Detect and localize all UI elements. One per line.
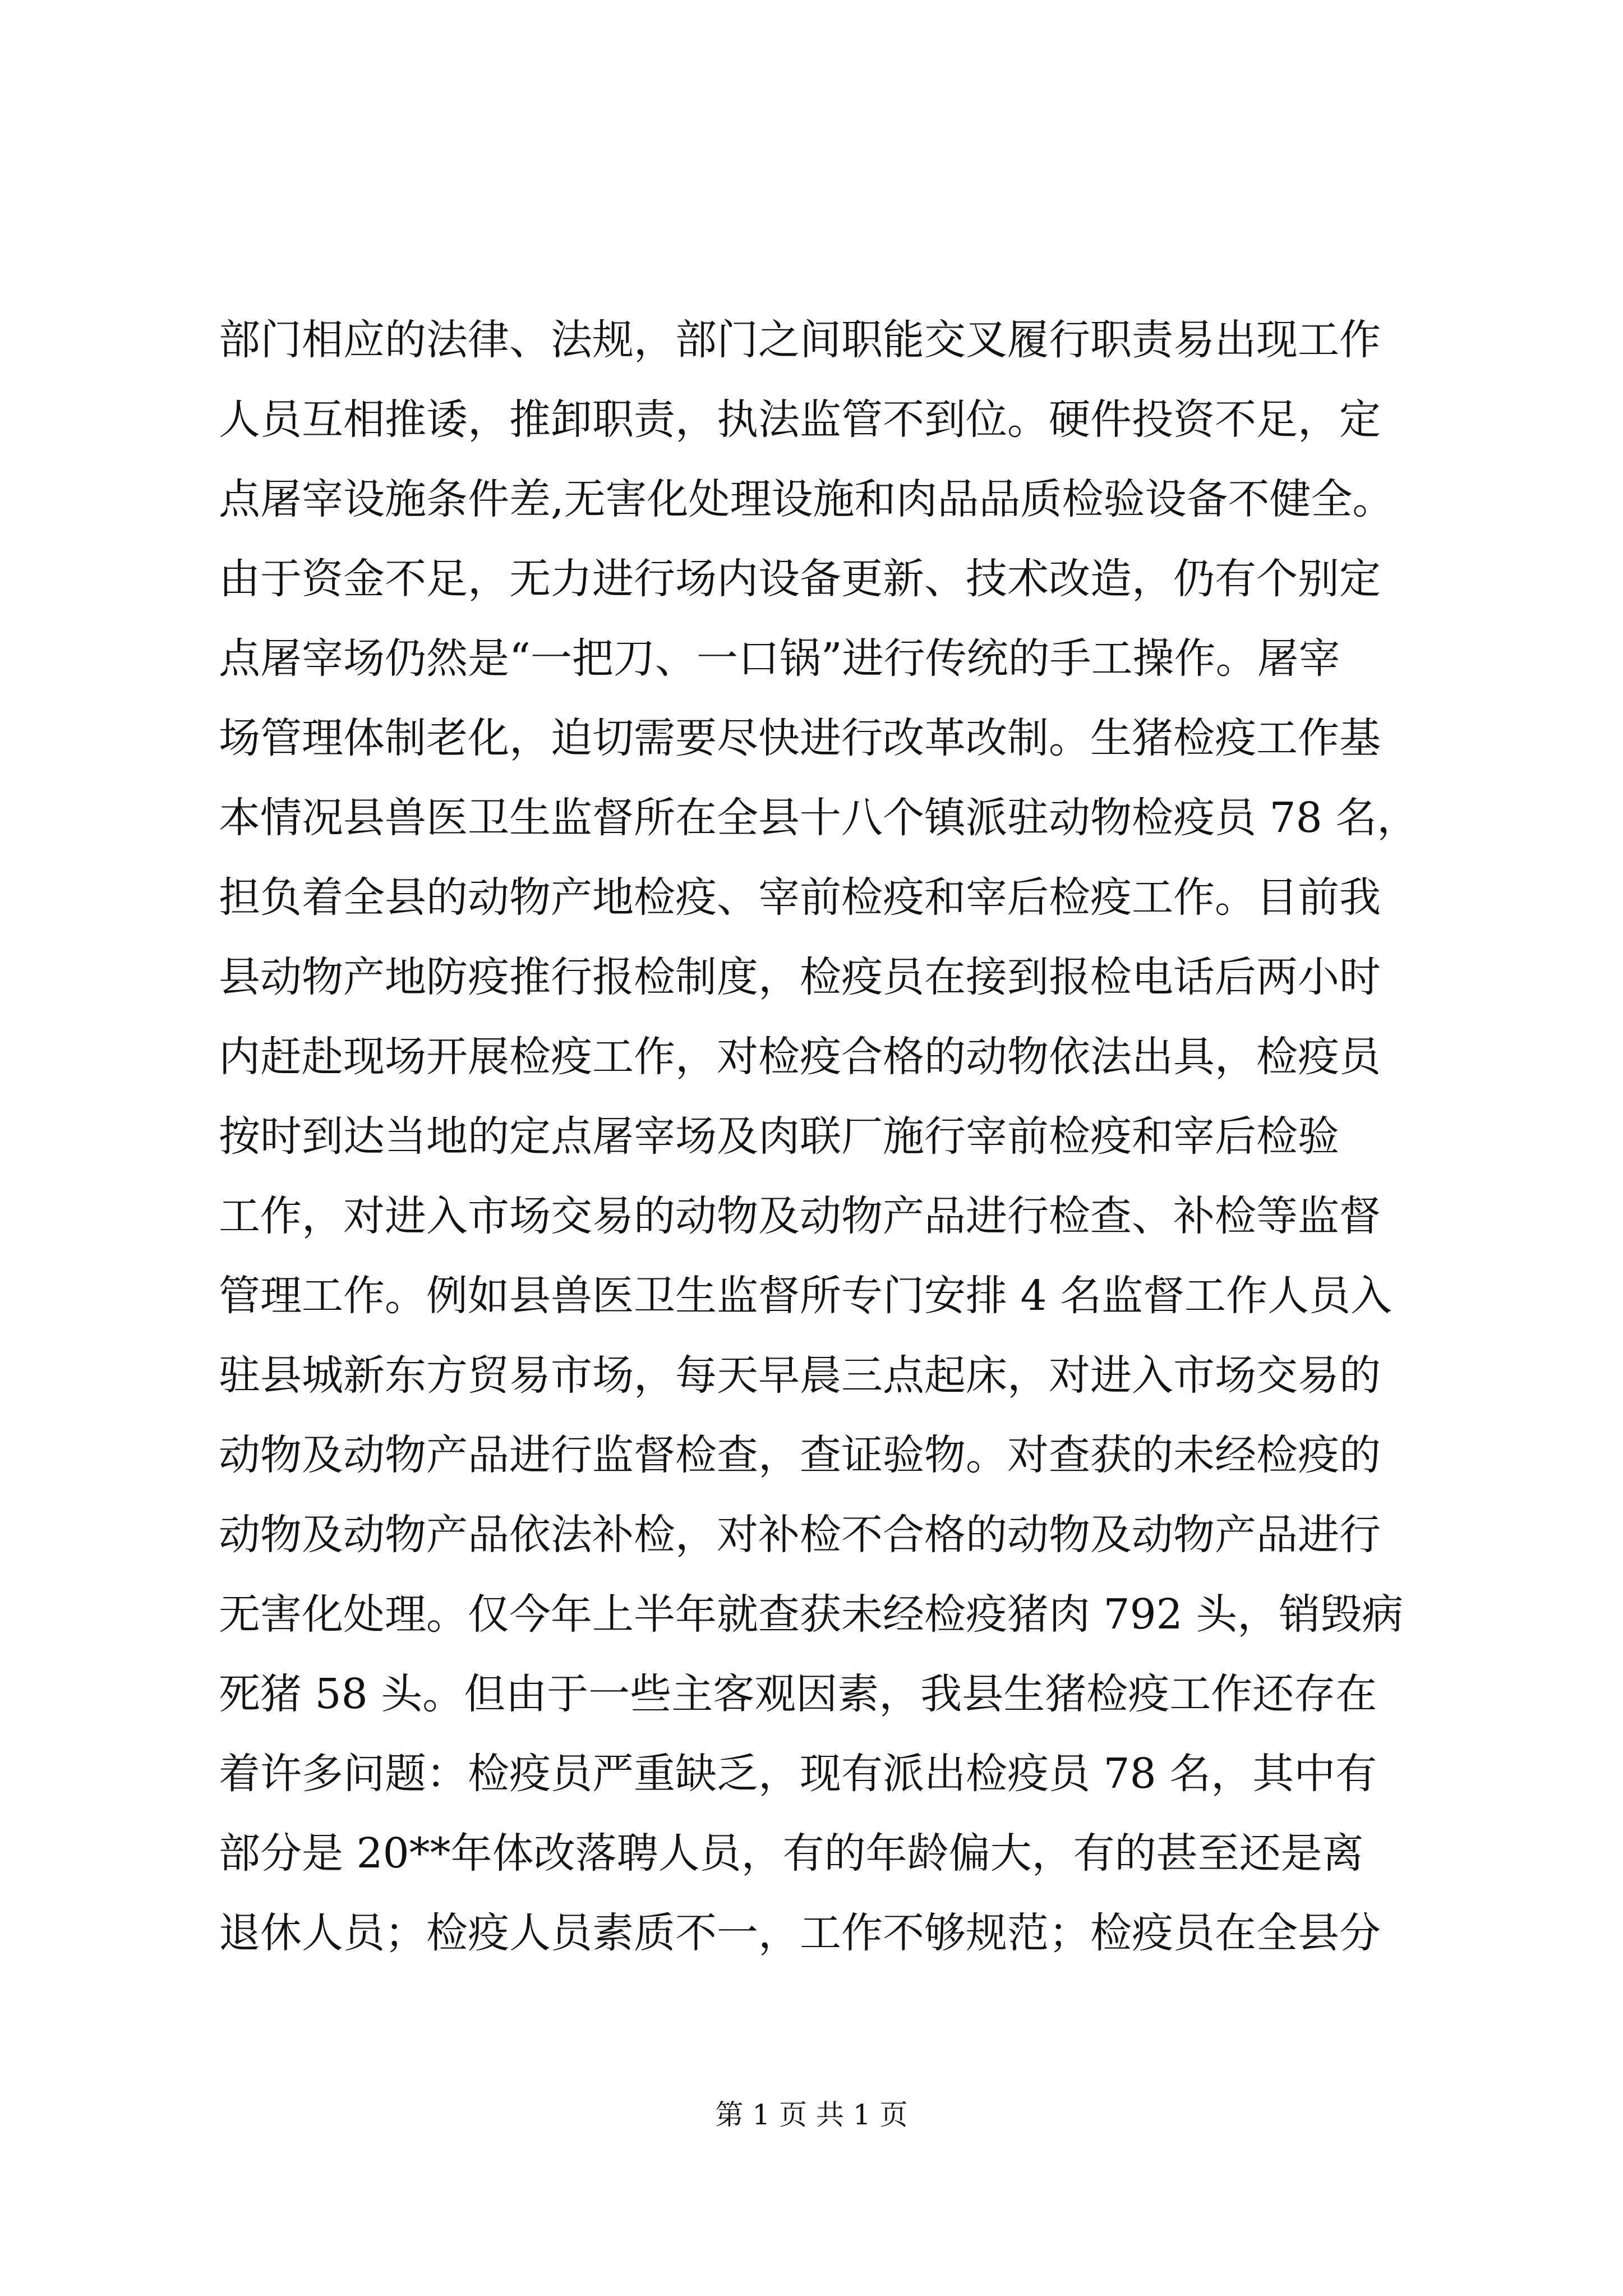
- text-line-12: 工作，对进入市场交易的动物及动物产品进行检查、补检等监督: [219, 1192, 1381, 1240]
- text-line-16: 动物及动物产品依法补检，对补检不合格的动物及动物产品进行: [219, 1511, 1381, 1559]
- text-line-17: 无害化处理。仅今年上半年就查获未经检疫猪肉 792 头，销毁病: [219, 1590, 1404, 1639]
- text-line-19: 着许多问题：检疫员严重缺乏，现有派出检疫员 78 名，其中有: [219, 1750, 1377, 1798]
- text-line-7: 本情况县兽医卫生监督所在全县十八个镇派驻动物检疫员 78 名，: [219, 794, 1419, 842]
- body-text: [219, 300, 1424, 1973]
- text-line-5: 点屠宰场仍然是“一把刀、一口锅”进行传统的手工操作。屠宰: [219, 634, 1340, 683]
- page-footer: 第 1 页 共 1 页: [715, 2099, 908, 2131]
- text-line-8: 担负着全县的动物产地检疫、宰前检疫和宰后检疫工作。目前我: [219, 873, 1381, 922]
- text-line-6: 场管理体制老化，迫切需要尽快进行改革改制。生猪检疫工作基: [219, 714, 1381, 762]
- text-line-10: 内赶赴现场开展检疫工作，对检疫合格的动物依法出具，检疫员: [219, 1033, 1381, 1081]
- text-line-4: 由于资金不足，无力进行场内设备更新、技术改造，仍有个别定: [219, 555, 1381, 603]
- text-line-20: 部分是 20**年体改落聘人员，有的年龄偏大，有的甚至还是离: [219, 1829, 1364, 1878]
- text-line-2: 人员互相推诿，推卸职责，执法监管不到位。硬件投资不足，定: [219, 395, 1381, 444]
- text-line-13: 管理工作。例如县兽医卫生监督所专门安排 4 名监督工作人员入: [219, 1272, 1393, 1320]
- text-line-15: 动物及动物产品进行监督检查，查证验物。对查获的未经检疫的: [219, 1431, 1381, 1479]
- text-line-14: 驻县城新东方贸易市场，每天早晨三点起床，对进入市场交易的: [219, 1351, 1381, 1400]
- text-line-21: 退休人员；检疫人员素质不一，工作不够规范；检疫员在全县分: [219, 1909, 1381, 1957]
- text-line-1: 部门相应的法律、法规，部门之间职能交叉履行职责易出现工作: [219, 316, 1381, 364]
- text-line-9: 县动物产地防疫推行报检制度，检疫员在接到报检电话后两小时: [219, 953, 1381, 1001]
- text-line-3: 点屠宰设施条件差,无害化处理设施和肉品品质检验设备不健全。: [219, 475, 1394, 523]
- text-line-18: 死猪 58 头。但由于一些主客观因素，我县生猪检疫工作还存在: [219, 1670, 1377, 1718]
- text-line-11: 按时到达当地的定点屠宰场及肉联厂施行宰前检疫和宰后检验: [219, 1112, 1339, 1161]
